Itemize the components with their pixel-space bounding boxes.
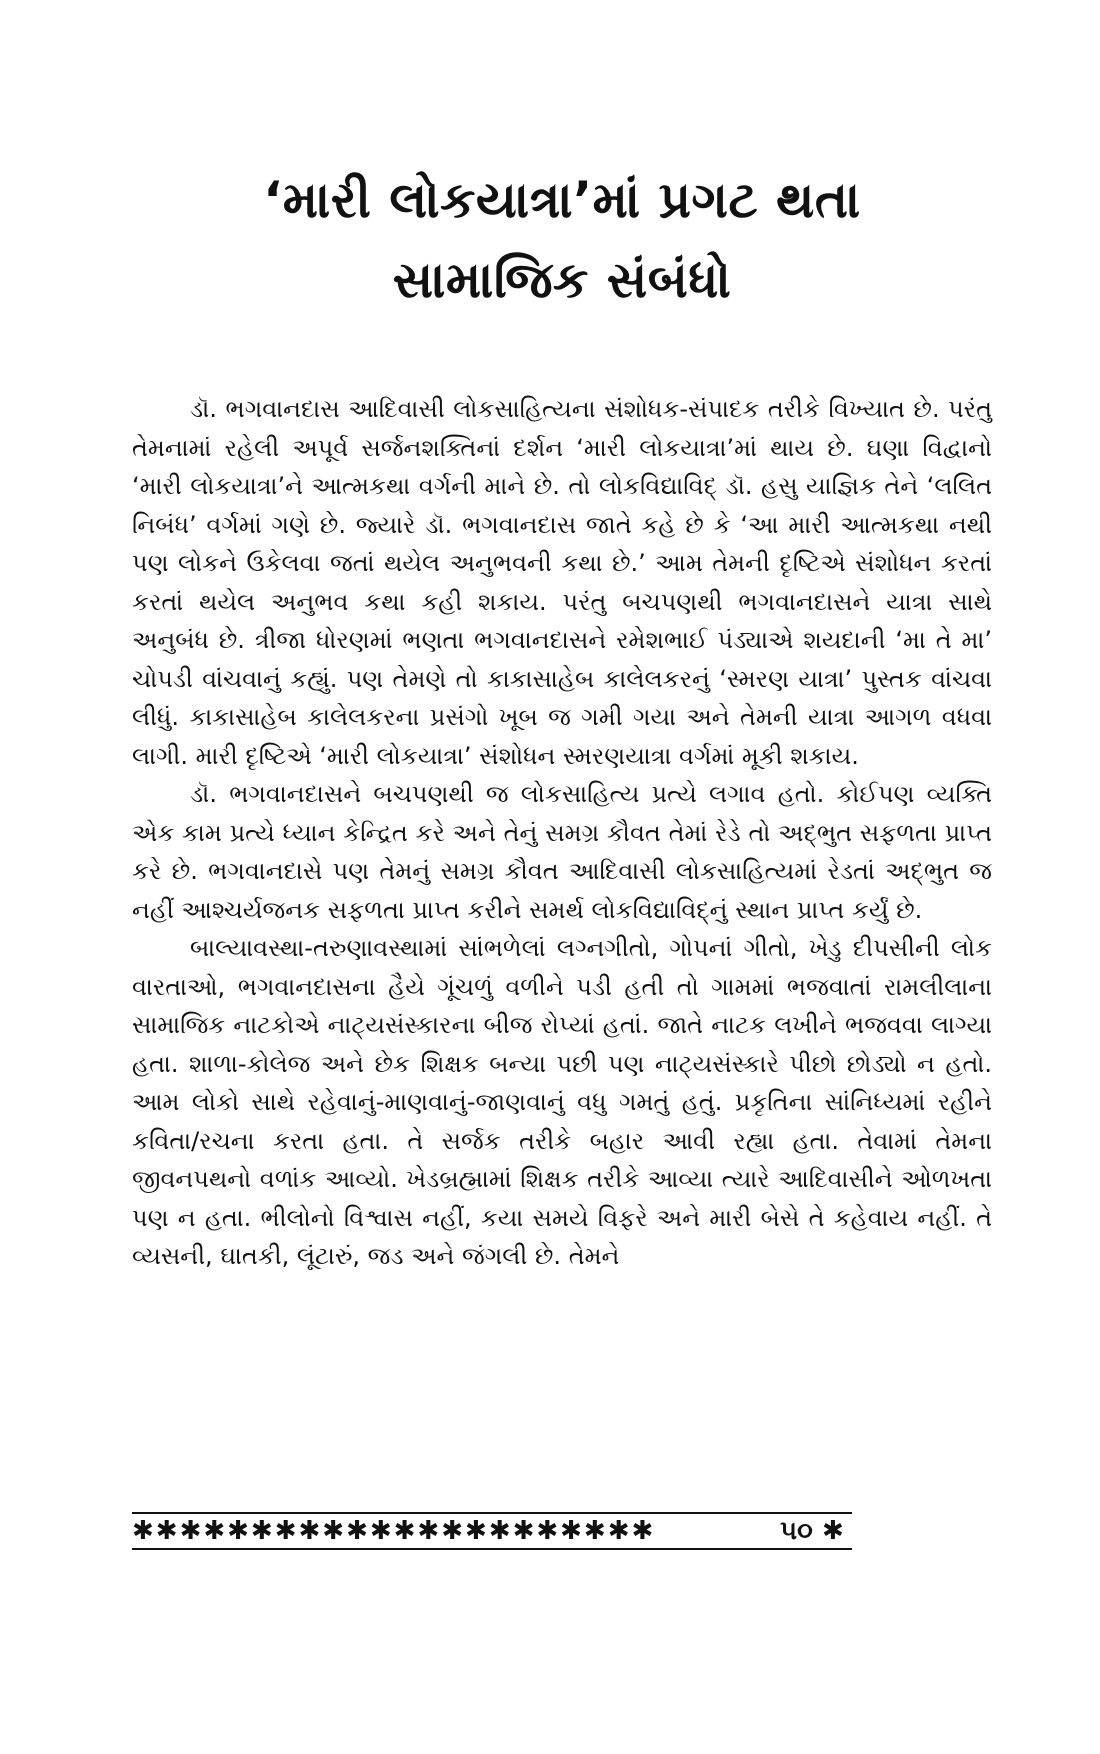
body-text (132, 390, 992, 1276)
footer-rule-top (132, 1512, 852, 1514)
paragraph-1: ડૉ. ભગવાનદાસ આદિવાસી લોકસાહિત્યના સંશોધક-સંપાદક તરીકે વિખ્યાત છે. પરંતુ તેમનામાં રહેલી અપૂર્વ સર્જનશક્તિનાં દર્શન ‘મારી લોકયાત્રા’માં થાય છે. ઘણા વિદ્વાનો ‘મારી લોકયાત્રા’ને આત્મકથા વર્ગની માને છે. તો લોકવિદ્યાવિદ્ ડૉ. હસુ યાજ્ઞિક તેને ‘લલિત નિબંધ’ વર્ગમાં ગણે છે. જ્યારે ડૉ. ભગવાનદાસ જાતે કહે છે કે ‘આ મારી આત્મકથા નથી પણ લોકને ઉકેલવા જતાં થયેલ અનુભવની કથા છે.’ આમ તેમની દૃષ્ટિએ સંશોધન કરતાં કરતાં થયેલ અનુભવ કથા કહી શકાય. પરંતુ બચપણથી ભગવાનદાસને યાત્રા સાથે અનુબંધ છે. ત્રીજા ધોરણમાં ભણતા ભગવાનદાસને રમેશભાઈ પંડ્યાએ શયદાની ‘મા તે મા’ ચોપડી વાંચવાનું કહ્યું. પણ તેમણે તો કાકાસાહેબ કાલેલકરનું ‘સ્મરણ યાત્રા’ પુસ્તક વાંચવા લીધું. કાકાસાહેબ કાલેલકરના પ્રસંગો ખૂબ જ ગમી ગયા અને તેમની યાત્રા આગળ વધવા લાગી. મારી દૃષ્ટિએ ‘મારી લોકયાત્રા’ સંશોધન સ્મરણયાત્રા વર્ગમાં મૂકી શકાય. (132, 395, 992, 770)
page-title (132, 160, 992, 320)
footer-rule-bottom (132, 1548, 852, 1550)
page-content (132, 160, 992, 1276)
footer-star-ornament: ✱✱✱✱✱✱✱✱✱✱✱✱✱✱✱✱✱✱✱✱✱✱ (132, 1516, 656, 1546)
page-footer (132, 1512, 852, 1552)
page-number: ૫૦ (780, 1516, 813, 1546)
paragraph-2: ડૉ. ભગવાનદાસને બચપણથી જ લોકસાહિત્ય પ્રત્યે લગાવ હતો. કોઈપણ વ્યક્તિ એક કામ પ્રત્યે ધ્યાન કેન્દ્રિત કરે અને તેનું સમગ્ર કૌવત તેમાં રેડે તો અદ્ભુત સફળતા પ્રાપ્ત કરે છે. ભગવાનદાસે પણ તેમનું સમગ્ર કૌવત આદિવાસી લોકસાહિત્યમાં રેડતાં અદ્ભુત જ નહીં આશ્ચર્યજનક સફળતા પ્રાપ્ત કરીને સમર્થ લોકવિદ્યાવિદ્નું સ્થાન પ્રાપ્ત કર્યું છે. (132, 780, 992, 924)
paragraph-3: બાલ્યાવસ્થા-તરુણાવસ્થામાં સાંભળેલાં લગ્નગીતો, ગોપનાં ગીતો, ખેડુ દીપસીની લોક વારતાઓ, ભગવાનદાસના હૈયે ગૂંચળું વળીને પડી હતી તો ગામમાં ભજવાતાં રામલીલાના સામાજિક નાટકોએ નાટ્યસંસ્કારના બીજ રોપ્યાં હતાં. જાતે નાટક લખીને ભજવવા લાગ્યા હતા. શાળા-કોલેજ અને છેક શિક્ષક બન્યા પછી પણ નાટ્યસંસ્કારે પીછો છોડ્યો ન હતો. આમ લોકો સાથે રહેવાનું-માણવાનું-જાણવાનું વધુ ગમતું હતું. પ્રકૃતિના સાંનિધ્યમાં રહીને કવિતા/રચના કરતા હતા. તે સર્જક તરીકે બહાર આવી રહ્યા હતા. તેવામાં તેમના જીવનપથનો વળાંક આવ્યો. ખેડબ્રહ્મામાં શિક્ષક તરીકે આવ્યા ત્યારે આદિવાસીને ઓળખતા પણ ન હતા. ભીલોનો વિશ્વાસ નહીં, કયા સમયે વિફરે અને મારી બેસે તે કહેવાય નહીં. તે વ્યસની, ઘાતકી, લૂંટારું, જડ અને જંગલી છે. તેમને (132, 934, 992, 1270)
title-line-2: સામાજિક સંબંધો (392, 251, 732, 309)
footer-end-star: ✱ (822, 1516, 844, 1546)
title-line-1: ‘મારી લોકયાત્રા’માં પ્રગટ થતા (263, 171, 861, 229)
